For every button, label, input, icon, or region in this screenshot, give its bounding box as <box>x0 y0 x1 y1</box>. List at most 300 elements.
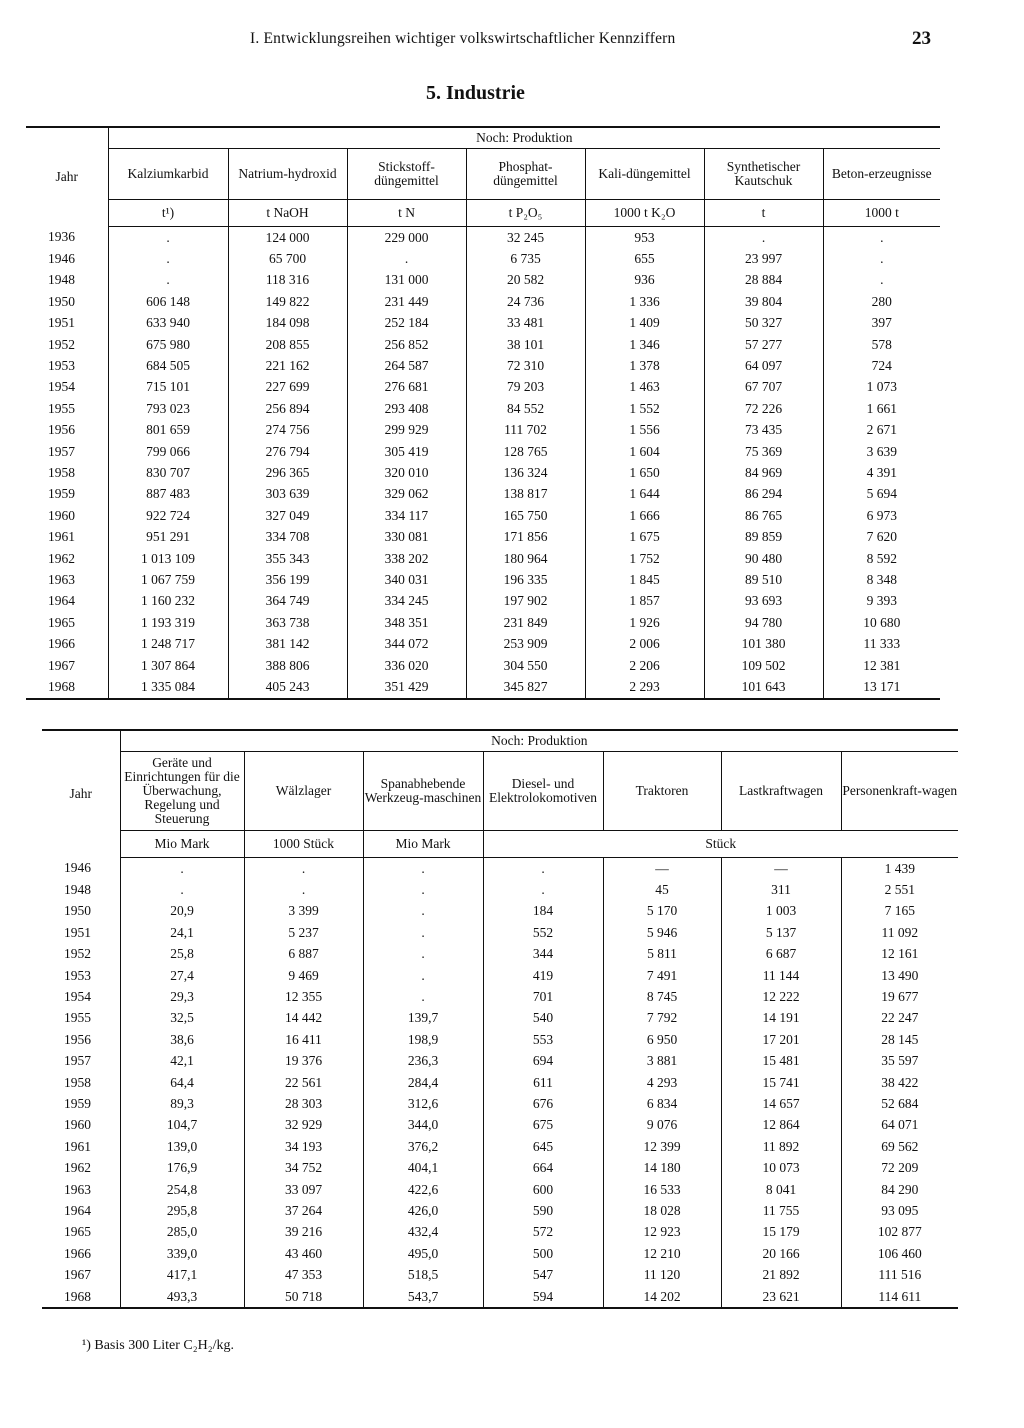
value-cell: 397 <box>823 313 940 334</box>
value-cell: 1 335 084 <box>108 676 228 698</box>
value-cell: 339,0 <box>120 1243 244 1264</box>
value-cell: 42,1 <box>120 1051 244 1072</box>
value-cell: 363 738 <box>228 612 347 633</box>
value-cell: 11 144 <box>721 965 841 986</box>
value-cell: 280 <box>823 291 940 312</box>
value-cell: 284,4 <box>363 1072 483 1093</box>
value-cell: 801 659 <box>108 420 228 441</box>
value-cell: 1 666 <box>585 505 704 526</box>
value-cell: 3 399 <box>244 901 363 922</box>
value-cell: 21 892 <box>721 1264 841 1285</box>
year-cell: 1965 <box>48 614 75 630</box>
value-cell: 540 <box>483 1008 603 1029</box>
value-cell: 274 756 <box>228 420 347 441</box>
value-cell: 7 491 <box>603 965 721 986</box>
value-cell: 184 <box>483 901 603 922</box>
value-cell: 27,4 <box>120 965 244 986</box>
value-cell: 149 822 <box>228 291 347 312</box>
value-cell: 547 <box>483 1264 603 1285</box>
year-cell: 1962 <box>48 550 75 566</box>
table-row <box>42 1008 958 1029</box>
value-cell: 1 003 <box>721 901 841 922</box>
value-cell: 1 926 <box>585 612 704 633</box>
value-cell: 45 <box>603 879 721 900</box>
value-cell: 17 201 <box>721 1029 841 1050</box>
value-cell: 32,5 <box>120 1008 244 1029</box>
unit-natriumhydroxid: t NaOH <box>228 200 347 227</box>
value-cell: 299 929 <box>347 420 466 441</box>
value-cell: 39 216 <box>244 1222 363 1243</box>
value-cell: 8 348 <box>823 569 940 590</box>
table-row <box>26 377 940 398</box>
value-cell: . <box>483 879 603 900</box>
year-cell: 1966 <box>48 636 75 652</box>
value-cell: 196 335 <box>466 569 585 590</box>
value-cell: 231 449 <box>347 291 466 312</box>
year-cell: 1968 <box>42 1286 120 1308</box>
value-cell: 1 073 <box>823 377 940 398</box>
value-cell: 356 199 <box>228 569 347 590</box>
unit-werkzeugmaschinen: Mio Mark <box>363 831 483 858</box>
value-cell: 2 551 <box>841 879 958 900</box>
table-row <box>42 986 958 1007</box>
table-row <box>42 1115 958 1136</box>
value-cell: 111 702 <box>466 420 585 441</box>
table-row <box>26 462 940 483</box>
value-cell: 28 884 <box>704 270 823 291</box>
value-cell: 69 562 <box>841 1136 958 1157</box>
table-row <box>26 569 940 590</box>
value-cell: 1 845 <box>585 569 704 590</box>
value-cell: 254,8 <box>120 1179 244 1200</box>
value-cell: 887 483 <box>108 484 228 505</box>
table-row <box>42 1072 958 1093</box>
value-cell: 694 <box>483 1051 603 1072</box>
year-cell: 1946 <box>48 251 75 267</box>
table-row <box>26 526 940 547</box>
value-cell: 28 303 <box>244 1093 363 1114</box>
value-cell: 50 718 <box>244 1286 363 1308</box>
value-cell: 493,3 <box>120 1286 244 1308</box>
value-cell: 5 811 <box>603 944 721 965</box>
table-row <box>42 1157 958 1178</box>
value-cell: 180 964 <box>466 548 585 569</box>
value-cell: 329 062 <box>347 484 466 505</box>
value-cell: 65 700 <box>228 248 347 269</box>
table-row <box>26 548 940 569</box>
table-row <box>42 1029 958 1050</box>
value-cell: 295,8 <box>120 1200 244 1221</box>
year-cell: 1961 <box>48 529 75 545</box>
year-cell: 1953 <box>64 967 91 983</box>
value-cell: 381 142 <box>228 633 347 654</box>
value-cell: 1 013 109 <box>108 548 228 569</box>
unit-geraete: Mio Mark <box>120 831 244 858</box>
table-row <box>42 1051 958 1072</box>
value-cell: 12 864 <box>721 1115 841 1136</box>
value-cell: 47 353 <box>244 1264 363 1285</box>
year-cell: 1952 <box>64 946 91 962</box>
year-cell: 1952 <box>48 336 75 352</box>
value-cell: . <box>363 858 483 880</box>
table-row <box>26 676 940 698</box>
year-cell: 1955 <box>48 400 75 416</box>
table-row <box>26 441 940 462</box>
year-cell: 1948 <box>48 272 75 288</box>
value-cell: 1 336 <box>585 291 704 312</box>
value-cell: 1 193 319 <box>108 612 228 633</box>
value-cell: 7 792 <box>603 1008 721 1029</box>
value-cell: 676 <box>483 1093 603 1114</box>
value-cell: 1 752 <box>585 548 704 569</box>
value-cell: 701 <box>483 986 603 1007</box>
table-row <box>26 591 940 612</box>
table-row <box>42 858 958 880</box>
value-cell: 1 604 <box>585 441 704 462</box>
value-cell: 109 502 <box>704 655 823 676</box>
value-cell: 4 391 <box>823 462 940 483</box>
value-cell: 611 <box>483 1072 603 1093</box>
year-cell: 1956 <box>48 422 75 438</box>
value-cell: 6 950 <box>603 1029 721 1050</box>
value-cell: 64 097 <box>704 355 823 376</box>
value-cell: 11 092 <box>841 922 958 943</box>
value-cell: 231 849 <box>466 612 585 633</box>
value-cell: 953 <box>585 227 704 249</box>
value-cell: 4 293 <box>603 1072 721 1093</box>
value-cell: . <box>363 922 483 943</box>
value-cell: 312,6 <box>363 1093 483 1114</box>
value-cell: 5 237 <box>244 922 363 943</box>
value-cell: 11 333 <box>823 633 940 654</box>
col-header-synthetischer-kautschuk: Synthetischer Kautschuk <box>704 149 823 200</box>
value-cell: 208 855 <box>228 334 347 355</box>
value-cell: 118 316 <box>228 270 347 291</box>
year-cell: 1967 <box>64 1267 91 1283</box>
table-row <box>26 484 940 505</box>
value-cell: 256 894 <box>228 398 347 419</box>
group-header: Noch: Produktion <box>120 730 958 752</box>
value-cell: 422,6 <box>363 1179 483 1200</box>
value-cell: 338 202 <box>347 548 466 569</box>
value-cell: 39 804 <box>704 291 823 312</box>
value-cell: 252 184 <box>347 313 466 334</box>
col-header-phosphatduengemittel: Phosphat-düngemittel <box>466 149 585 200</box>
year-cell: 1967 <box>48 657 75 673</box>
value-cell: 405 243 <box>228 676 347 698</box>
col-header-personenkraftwagen: Personenkraft-wagen <box>841 752 958 831</box>
table-row <box>42 879 958 900</box>
col-header-waelzlager: Wälzlager <box>244 752 363 831</box>
page-number: 23 <box>912 28 931 49</box>
value-cell: 684 505 <box>108 355 228 376</box>
value-cell: 793 023 <box>108 398 228 419</box>
unit-stueck: Stück <box>483 831 958 858</box>
value-cell: 320 010 <box>347 462 466 483</box>
value-cell: — <box>603 858 721 880</box>
value-cell: 500 <box>483 1243 603 1264</box>
col-header-traktoren: Traktoren <box>603 752 721 831</box>
value-cell: 5 137 <box>721 922 841 943</box>
value-cell: 9 393 <box>823 591 940 612</box>
value-cell: 388 806 <box>228 655 347 676</box>
value-cell: 936 <box>585 270 704 291</box>
year-cell: 1953 <box>48 358 75 374</box>
value-cell: 6 834 <box>603 1093 721 1114</box>
value-cell: 20,9 <box>120 901 244 922</box>
value-cell: 296 365 <box>228 462 347 483</box>
value-cell: 1 160 232 <box>108 591 228 612</box>
table-row <box>42 1243 958 1264</box>
production-table-machinery <box>42 729 958 1309</box>
value-cell: 344 072 <box>347 633 466 654</box>
value-cell: 578 <box>823 334 940 355</box>
value-cell: 951 291 <box>108 526 228 547</box>
value-cell: 2 671 <box>823 420 940 441</box>
value-cell: 13 171 <box>823 676 940 698</box>
value-cell: 351 429 <box>347 676 466 698</box>
value-cell: 221 162 <box>228 355 347 376</box>
value-cell: 72 209 <box>841 1157 958 1178</box>
group-header: Noch: Produktion <box>108 127 940 149</box>
value-cell: 165 750 <box>466 505 585 526</box>
value-cell: 376,2 <box>363 1136 483 1157</box>
year-cell: 1946 <box>64 860 91 876</box>
table-row <box>26 291 940 312</box>
table-row <box>26 248 940 269</box>
year-cell: 1956 <box>64 1031 91 1047</box>
value-cell: 404,1 <box>363 1157 483 1178</box>
value-cell: 72 310 <box>466 355 585 376</box>
value-cell: 67 707 <box>704 377 823 398</box>
value-cell: 73 435 <box>704 420 823 441</box>
year-cell: 1961 <box>64 1138 91 1154</box>
year-cell: 1950 <box>64 903 91 919</box>
value-cell: 128 765 <box>466 441 585 462</box>
table-row <box>26 398 940 419</box>
year-cell: 1962 <box>64 1160 91 1176</box>
value-cell: 52 684 <box>841 1093 958 1114</box>
value-cell: 18 028 <box>603 1200 721 1221</box>
value-cell: 606 148 <box>108 291 228 312</box>
value-cell: 633 940 <box>108 313 228 334</box>
year-cell: 1963 <box>64 1181 91 1197</box>
value-cell: 90 480 <box>704 548 823 569</box>
value-cell: 12 222 <box>721 986 841 1007</box>
value-cell: 419 <box>483 965 603 986</box>
value-cell: 6 735 <box>466 248 585 269</box>
value-cell: 715 101 <box>108 377 228 398</box>
value-cell: 7 165 <box>841 901 958 922</box>
value-cell: 253 909 <box>466 633 585 654</box>
value-cell: 8 041 <box>721 1179 841 1200</box>
value-cell: 89 510 <box>704 569 823 590</box>
value-cell: 348 351 <box>347 612 466 633</box>
value-cell: 15 741 <box>721 1072 841 1093</box>
year-cell: 1968 <box>26 676 108 698</box>
value-cell: 417,1 <box>120 1264 244 1285</box>
value-cell: 15 179 <box>721 1222 841 1243</box>
value-cell: 12 355 <box>244 986 363 1007</box>
value-cell: 355 343 <box>228 548 347 569</box>
year-cell: 1959 <box>48 486 75 502</box>
value-cell: 93 095 <box>841 1200 958 1221</box>
value-cell: 799 066 <box>108 441 228 462</box>
value-cell: . <box>823 227 940 249</box>
value-cell: 6 687 <box>721 944 841 965</box>
value-cell: 518,5 <box>363 1264 483 1285</box>
col-header-werkzeugmaschinen: Spanabhebende Werkzeug-maschinen <box>363 752 483 831</box>
value-cell: 276 681 <box>347 377 466 398</box>
value-cell: 227 699 <box>228 377 347 398</box>
value-cell: 22 247 <box>841 1008 958 1029</box>
unit-waelzlager: 1000 Stück <box>244 831 363 858</box>
value-cell: 176,9 <box>120 1157 244 1178</box>
value-cell: 12 923 <box>603 1222 721 1243</box>
value-cell: 6 973 <box>823 505 940 526</box>
value-cell: 64,4 <box>120 1072 244 1093</box>
value-cell: 594 <box>483 1286 603 1308</box>
value-cell: 229 000 <box>347 227 466 249</box>
value-cell: . <box>347 248 466 269</box>
value-cell: 93 693 <box>704 591 823 612</box>
value-cell: 236,3 <box>363 1051 483 1072</box>
value-cell: 34 752 <box>244 1157 363 1178</box>
value-cell: 33 097 <box>244 1179 363 1200</box>
year-cell: 1966 <box>64 1245 91 1261</box>
value-cell: 11 755 <box>721 1200 841 1221</box>
value-cell: 104,7 <box>120 1115 244 1136</box>
value-cell: 197 902 <box>466 591 585 612</box>
col-header-kalziumkarbid: Kalziumkarbid <box>108 149 228 200</box>
value-cell: 304 550 <box>466 655 585 676</box>
value-cell: . <box>108 270 228 291</box>
value-cell: 79 203 <box>466 377 585 398</box>
year-cell: 1957 <box>48 443 75 459</box>
value-cell: 7 620 <box>823 526 940 547</box>
value-cell: 136 324 <box>466 462 585 483</box>
year-cell: 1957 <box>64 1053 91 1069</box>
value-cell: 426,0 <box>363 1200 483 1221</box>
value-cell: 6 887 <box>244 944 363 965</box>
table-row <box>42 922 958 943</box>
value-cell: 37 264 <box>244 1200 363 1221</box>
year-cell: 1958 <box>48 464 75 480</box>
value-cell: 590 <box>483 1200 603 1221</box>
table-row <box>42 1222 958 1243</box>
value-cell: 1 650 <box>585 462 704 483</box>
year-cell: 1936 <box>48 229 75 245</box>
value-cell: 19 376 <box>244 1051 363 1072</box>
value-cell: 139,7 <box>363 1008 483 1029</box>
value-cell: 293 408 <box>347 398 466 419</box>
value-cell: 1 644 <box>585 484 704 505</box>
value-cell: 264 587 <box>347 355 466 376</box>
table-row <box>42 1200 958 1221</box>
value-cell: 645 <box>483 1136 603 1157</box>
value-cell: 9 076 <box>603 1115 721 1136</box>
value-cell: 138 817 <box>466 484 585 505</box>
value-cell: 32 245 <box>466 227 585 249</box>
value-cell: 50 327 <box>704 313 823 334</box>
unit-kautschuk: t <box>704 200 823 227</box>
value-cell: 16 533 <box>603 1179 721 1200</box>
value-cell: 64 071 <box>841 1115 958 1136</box>
table-row <box>26 227 940 249</box>
year-cell: 1960 <box>48 507 75 523</box>
value-cell: 830 707 <box>108 462 228 483</box>
unit-phosphat: t P₂O₅ <box>466 200 585 227</box>
value-cell: 285,0 <box>120 1222 244 1243</box>
value-cell: 11 120 <box>603 1264 721 1285</box>
table-row <box>42 1286 958 1308</box>
col-header-lokomotiven: Diesel- und Elektrolokomotiven <box>483 752 603 831</box>
unit-kali: 1000 t K₂O <box>585 200 704 227</box>
value-cell: 23 621 <box>721 1286 841 1308</box>
value-cell: 20 166 <box>721 1243 841 1264</box>
value-cell: 3 639 <box>823 441 940 462</box>
year-cell: 1954 <box>64 989 91 1005</box>
value-cell: 34 193 <box>244 1136 363 1157</box>
value-cell: . <box>704 227 823 249</box>
value-cell: . <box>363 986 483 1007</box>
unit-kalziumkarbid: t¹) <box>108 200 228 227</box>
year-cell: 1955 <box>64 1010 91 1026</box>
value-cell: 89 859 <box>704 526 823 547</box>
col-header-natriumhydroxid: Natrium-hydroxid <box>228 149 347 200</box>
value-cell: 2 206 <box>585 655 704 676</box>
value-cell: . <box>823 248 940 269</box>
value-cell: 552 <box>483 922 603 943</box>
value-cell: 1 307 864 <box>108 655 228 676</box>
value-cell: 340 031 <box>347 569 466 590</box>
value-cell: 19 677 <box>841 986 958 1007</box>
value-cell: 111 516 <box>841 1264 958 1285</box>
value-cell: 89,3 <box>120 1093 244 1114</box>
table-row <box>42 1179 958 1200</box>
value-cell: . <box>108 248 228 269</box>
value-cell: 1 857 <box>585 591 704 612</box>
value-cell: 334 708 <box>228 526 347 547</box>
year-cell: 1960 <box>64 1117 91 1133</box>
value-cell: 2 006 <box>585 633 704 654</box>
year-cell: 1951 <box>64 924 91 940</box>
value-cell: 334 245 <box>347 591 466 612</box>
year-cell: 1951 <box>48 315 75 331</box>
value-cell: 84 552 <box>466 398 585 419</box>
value-cell: 664 <box>483 1157 603 1178</box>
value-cell: 1 248 717 <box>108 633 228 654</box>
value-cell: 330 081 <box>347 526 466 547</box>
value-cell: 5 946 <box>603 922 721 943</box>
value-cell: 124 000 <box>228 227 347 249</box>
value-cell: 1 067 759 <box>108 569 228 590</box>
value-cell: 364 749 <box>228 591 347 612</box>
value-cell: 14 442 <box>244 1008 363 1029</box>
value-cell: . <box>823 270 940 291</box>
value-cell: 327 049 <box>228 505 347 526</box>
table-row <box>26 655 940 676</box>
value-cell: 32 929 <box>244 1115 363 1136</box>
value-cell: 38 101 <box>466 334 585 355</box>
col-header-geraete-regelung: Geräte und Einrichtungen für die Überwachung, Regelung und Steuerung <box>120 752 244 831</box>
year-cell: 1964 <box>48 593 75 609</box>
value-cell: 14 657 <box>721 1093 841 1114</box>
value-cell: 572 <box>483 1222 603 1243</box>
value-cell: 11 892 <box>721 1136 841 1157</box>
value-cell: 1 463 <box>585 377 704 398</box>
value-cell: 131 000 <box>347 270 466 291</box>
